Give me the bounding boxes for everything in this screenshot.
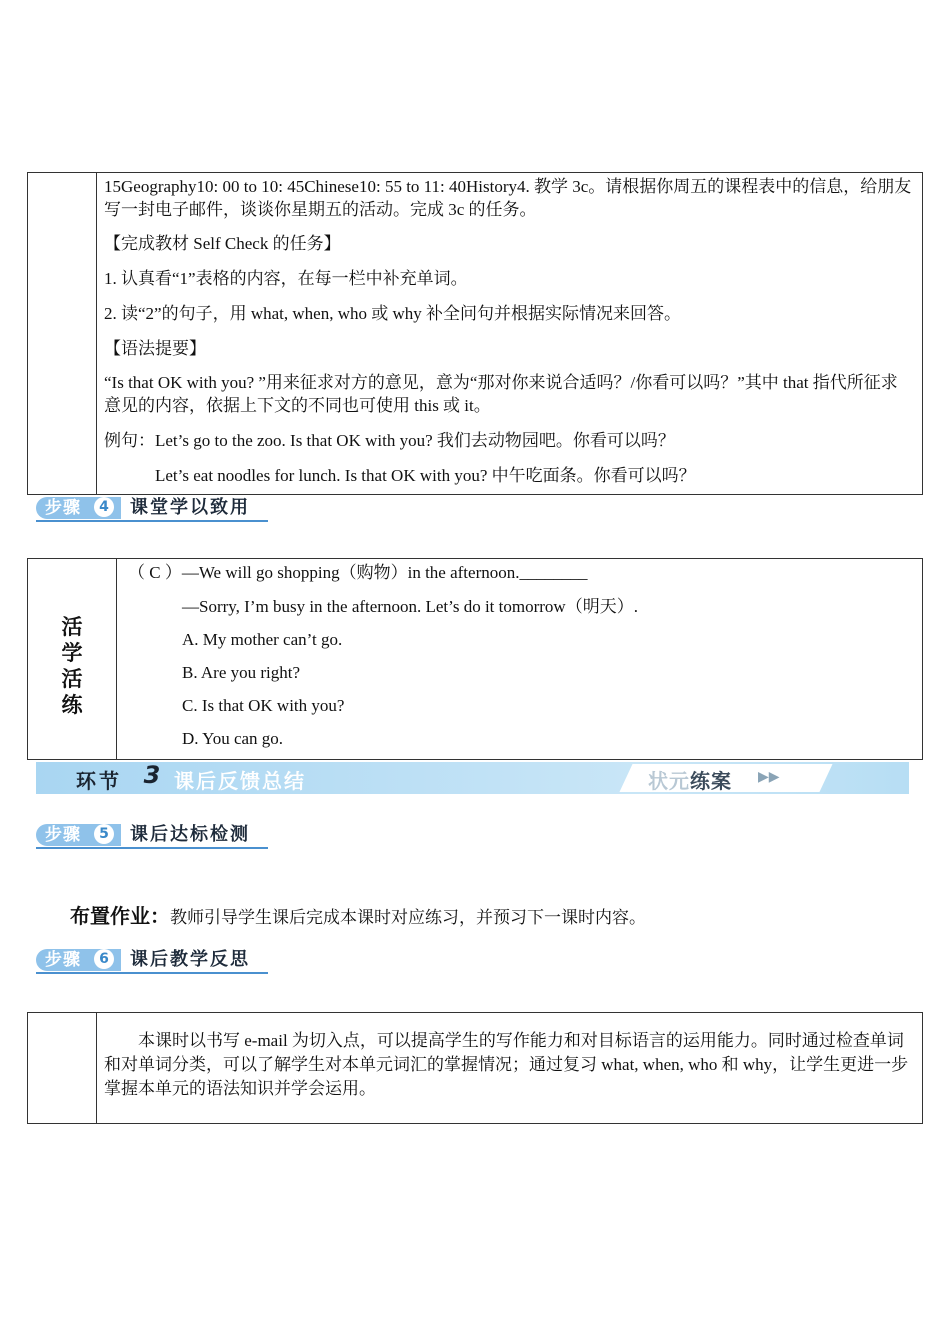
side-label-char: 活 [61,667,83,691]
step-label: 步骤 [45,825,81,845]
stage-title: 课后反馈总结 [174,769,306,793]
option-d: D. You can go. [182,729,284,748]
side-label [59,614,85,718]
lesson-line: 2. 读“2”的句子，用 what, when, who 或 why 补全问句并根据实际情况来回答。 [104,304,682,323]
option-a: A. My mother can’t go. [182,630,343,649]
homework [70,900,646,929]
reflection-text: 本课时以书写 e-mail 为切入点，可以提高学生的写作能力和对目标语言的运用能力。同时通过检查单词和对单词分类，可以了解学生对本单元词汇的掌握情况；通过复习 what, when, who 和 why，让学生更进一步掌握本单元的语法知识并学会运用。 [104,1031,909,1098]
side-label-char: 学 [61,641,83,665]
step-underline [36,520,268,522]
question-text: （ C ）—We will go shopping（购物）in the afternoon.________ [128,563,588,582]
lesson-line: 【完成教材 Self Check 的任务】 [104,234,341,253]
step-title: 课后达标检测 [130,824,250,845]
left-column [28,173,97,494]
left-column [28,1013,97,1123]
step-6-header [36,948,268,974]
practice-box [27,558,923,760]
step-4-header [36,496,268,522]
stage-3-banner [36,762,909,794]
lesson-line: 1. 认真看“1”表格的内容，在每一栏中补充单词。 [104,269,468,288]
brand-logo: 状元练案 [648,769,732,793]
step-label: 步骤 [45,950,81,970]
step-label: 步骤 [45,498,81,518]
practice-content [128,561,914,750]
lesson-content-box [27,172,923,495]
option-b: B. Are you right? [182,663,301,682]
step-number: 4 [94,497,114,517]
double-arrow-icon: ▶▶ [758,769,780,785]
stage-label: 环节 [76,769,122,793]
homework-text: 教师引导学生课后完成本课时对应练习，并预习下一课时内容。 [170,908,646,928]
step-number: 5 [94,824,114,844]
lesson-content [104,175,914,487]
lesson-line: Let’s eat noodles for lunch. Is that OK with you? 中午吃面条。你看可以吗？ [155,466,696,485]
lesson-line: 15Geography10: 00 to 10: 45Chinese10: 55 to 11: 40History4. 教学 3c。请根据你周五的课程表中的信息，给朋友写一封电子邮件，谈谈你星期五的活动。完成 3c 的任务。 [104,177,912,219]
step-underline [36,847,268,849]
step-5-header [36,823,268,849]
lesson-line: 例句：Let’s go to the zoo. Is that OK with you? 我们去动物园吧。你看可以吗？ [104,431,675,450]
step-number: 6 [94,949,114,969]
side-label-char: 活 [61,615,83,639]
step-title: 课后教学反思 [130,949,250,970]
step-title: 课堂学以致用 [130,497,250,518]
left-column [28,559,117,759]
step-underline [36,972,268,974]
stage-number: 3 [136,760,168,794]
lesson-line: “Is that OK with you? ”用来征求对方的意见，意为“那对你来说合适吗？/你看可以吗？”其中 that 指代所征求意见的内容，依据上下文的不同也可使用 this 或 it。 [104,373,898,415]
option-c: C. Is that OK with you? [182,696,345,715]
reflection-box [27,1012,923,1124]
lesson-line: 【语法提要】 [104,339,206,358]
side-label-char: 练 [61,693,83,717]
reply-text: —Sorry, I’m busy in the afternoon. Let’s do it tomorrow（明天）. [182,597,638,616]
homework-label: 布置作业： [70,904,170,928]
reflection-content [104,1029,914,1101]
